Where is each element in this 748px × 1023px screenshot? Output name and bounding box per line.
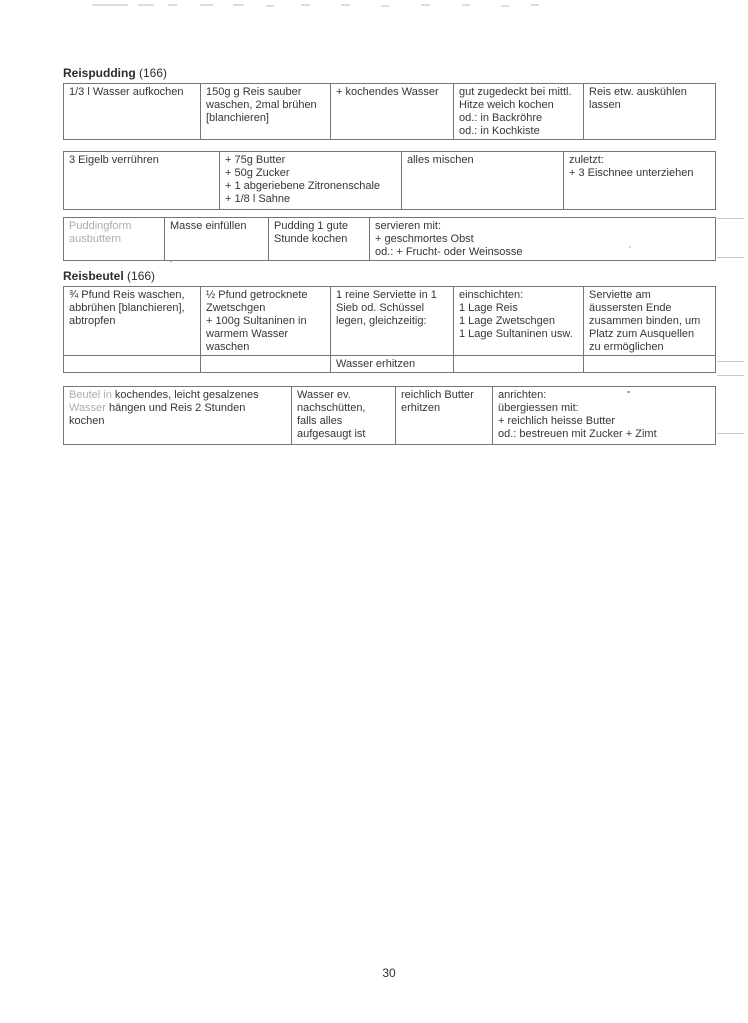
- table-cell: [201, 287, 331, 356]
- table-cell: [201, 84, 331, 140]
- cell-line: 1 reine Serviette in 1: [336, 289, 437, 301]
- scan-dash: [200, 4, 213, 6]
- document-content: [63, 66, 715, 445]
- scan-dash: [381, 5, 389, 7]
- cell-line: warmem Wasser: [206, 328, 289, 340]
- table-row: [64, 387, 716, 445]
- table-cell: [584, 287, 716, 356]
- table-cell: [165, 218, 269, 261]
- cell-line: zu ermöglichen: [589, 341, 664, 353]
- cell-line: einschichten:: [459, 289, 524, 301]
- section-title-number: (166): [123, 269, 156, 283]
- cell-line: Masse einfüllen: [170, 220, 247, 232]
- cell-line: Platz zum Ausquellen: [589, 328, 695, 340]
- cell-line: Sieb od. Schüssel: [336, 302, 425, 314]
- cell-line: Wasser ev.: [297, 389, 351, 401]
- scan-dash: [138, 4, 154, 6]
- cell-line: 1/3 l Wasser aufkochen: [69, 86, 184, 98]
- cell-line: waschen, 2mal brühen: [206, 99, 317, 111]
- cell-line: aufgesaugt ist: [297, 428, 366, 440]
- section-title-text: Reisbeutel: [63, 269, 124, 283]
- scan-dash: [421, 4, 430, 6]
- cell-line: ¾ Pfund Reis waschen,: [69, 289, 185, 301]
- table-cell: [220, 152, 402, 210]
- scan-dash: [501, 5, 509, 7]
- cell-line: reichlich Butter: [401, 389, 474, 401]
- table-cell: [454, 84, 584, 140]
- table-cell: [64, 356, 201, 373]
- table-row: [64, 84, 716, 140]
- cell-line: 150g g Reis sauber: [206, 86, 302, 98]
- table-cell: [331, 84, 454, 140]
- cell-line: Stunde kochen: [274, 233, 348, 245]
- cell-line: falls alles: [297, 415, 343, 427]
- cell-line: übergiessen mit:: [498, 402, 579, 414]
- scan-dash: [233, 4, 244, 6]
- cell-line: Reis etw. auskühlen: [589, 86, 687, 98]
- section-title: [63, 66, 715, 80]
- table-row: [64, 287, 716, 356]
- scan-line-extension: [717, 361, 744, 362]
- cell-line: 1 Lage Sultaninen usw.: [459, 328, 573, 340]
- cell-line: waschen: [206, 341, 250, 353]
- table-cell: [331, 287, 454, 356]
- cell-line: + reichlich heisse Butter: [498, 415, 616, 427]
- cell-line: [blanchieren]: [206, 112, 269, 124]
- cell-line: od.: bestreuen mit Zucker + Zimt: [498, 428, 657, 440]
- table-cell: [584, 84, 716, 140]
- cell-text-segment: Beutel in: [69, 389, 115, 401]
- table-cell: [292, 387, 396, 445]
- cell-line: äussersten Ende: [589, 302, 672, 314]
- cell-line: ½ Pfund getrocknete: [206, 289, 308, 301]
- cell-line: zuletzt:: [569, 154, 604, 166]
- cell-line: ausbuttern: [69, 233, 121, 245]
- scan-line-extension: [717, 218, 744, 219]
- table-cell: [493, 387, 716, 445]
- cell-text-segment: hängen und Reis 2 Stunden: [108, 402, 246, 414]
- page-number: 30: [382, 966, 396, 980]
- cell-line: od.: + Frucht- oder Weinsosse: [375, 246, 523, 258]
- cell-line: + 1 abgeriebene Zitronenschale: [225, 180, 381, 192]
- scan-dash: [168, 4, 177, 6]
- cell-line: kochen: [69, 415, 105, 427]
- cell-line: + 75g Butter: [225, 154, 286, 166]
- table-cell: [454, 356, 584, 373]
- table-cell: [402, 152, 564, 210]
- cell-line: Zwetschgen: [206, 302, 266, 314]
- table-cell: [64, 84, 201, 140]
- table-cell: [64, 387, 292, 445]
- recipe-table: [63, 217, 716, 261]
- cell-line: erhitzen: [401, 402, 441, 414]
- section-title-number: (166): [135, 66, 168, 80]
- cell-line: Hitze weich kochen: [459, 99, 554, 111]
- cell-line: zusammen binden, um: [589, 315, 701, 327]
- scan-dash: [341, 4, 350, 6]
- cell-line: abtropfen: [69, 315, 116, 327]
- cell-line: alles mischen: [407, 154, 474, 166]
- cell-line: + 3 Eischnee unterziehen: [569, 167, 694, 179]
- cell-line: Puddingform: [69, 220, 132, 232]
- table-cell: [64, 218, 165, 261]
- table-cell: [584, 356, 716, 373]
- table-cell: [269, 218, 370, 261]
- table-cell: [64, 287, 201, 356]
- scan-line-extension: [717, 257, 744, 258]
- table-cell: [454, 287, 584, 356]
- cell-line: servieren mit:: [375, 220, 442, 232]
- scan-dash: [531, 4, 539, 6]
- cell-line: [69, 402, 287, 415]
- recipe-table: [63, 83, 716, 140]
- recipe-table: [63, 386, 716, 445]
- cell-line: [69, 389, 287, 402]
- recipe-table: [63, 151, 716, 210]
- cell-line: legen, gleichzeitig:: [336, 315, 427, 327]
- cell-line: Serviette am: [589, 289, 651, 301]
- cell-line: + geschmortes Obst: [375, 233, 474, 245]
- cell-line: + 50g Zucker: [225, 167, 290, 179]
- cell-line: od.: in Backröhre: [459, 112, 543, 124]
- cell-line: od.: in Kochkiste: [459, 125, 540, 137]
- table-row: [64, 356, 716, 373]
- scan-dash: [92, 4, 128, 6]
- cell-line: Pudding 1 gute: [274, 220, 349, 232]
- table-cell: [201, 356, 331, 373]
- section-title: [63, 269, 715, 283]
- cell-line: + 100g Sultaninen in: [206, 315, 307, 327]
- scan-dash: [301, 4, 310, 6]
- table-row: [64, 218, 716, 261]
- table-row: [64, 152, 716, 210]
- cell-line: 1 Lage Zwetschgen: [459, 315, 556, 327]
- scan-line-extension: [717, 433, 744, 434]
- table-cell: [396, 387, 493, 445]
- cell-line: 3 Eigelb verrühren: [69, 154, 159, 166]
- table-cell: [64, 152, 220, 210]
- cell-text-segment: Wasser: [69, 402, 109, 414]
- scan-dash: [462, 4, 470, 6]
- recipe-table: [63, 286, 716, 373]
- table-cell: [564, 152, 716, 210]
- cell-line: abbrühen [blanchieren],: [69, 302, 185, 314]
- cell-line: nachschütten,: [297, 402, 366, 414]
- cell-line: lassen: [589, 99, 621, 111]
- cell-line: Wasser erhitzen: [336, 358, 416, 370]
- cell-line: + 1/8 l Sahne: [225, 193, 291, 205]
- section-title-text: Reispudding: [63, 66, 136, 80]
- cell-line: anrichten:: [498, 389, 547, 401]
- cell-line: gut zugedeckt bei mittl.: [459, 86, 572, 98]
- scan-dash: [266, 5, 274, 7]
- table-cell: [331, 356, 454, 373]
- cell-line: + kochendes Wasser: [336, 86, 439, 98]
- table-cell: [370, 218, 716, 261]
- cell-line: 1 Lage Reis: [459, 302, 518, 314]
- scan-line-extension: [717, 375, 744, 376]
- cell-text-segment: kochendes, leicht gesalzenes: [114, 389, 259, 401]
